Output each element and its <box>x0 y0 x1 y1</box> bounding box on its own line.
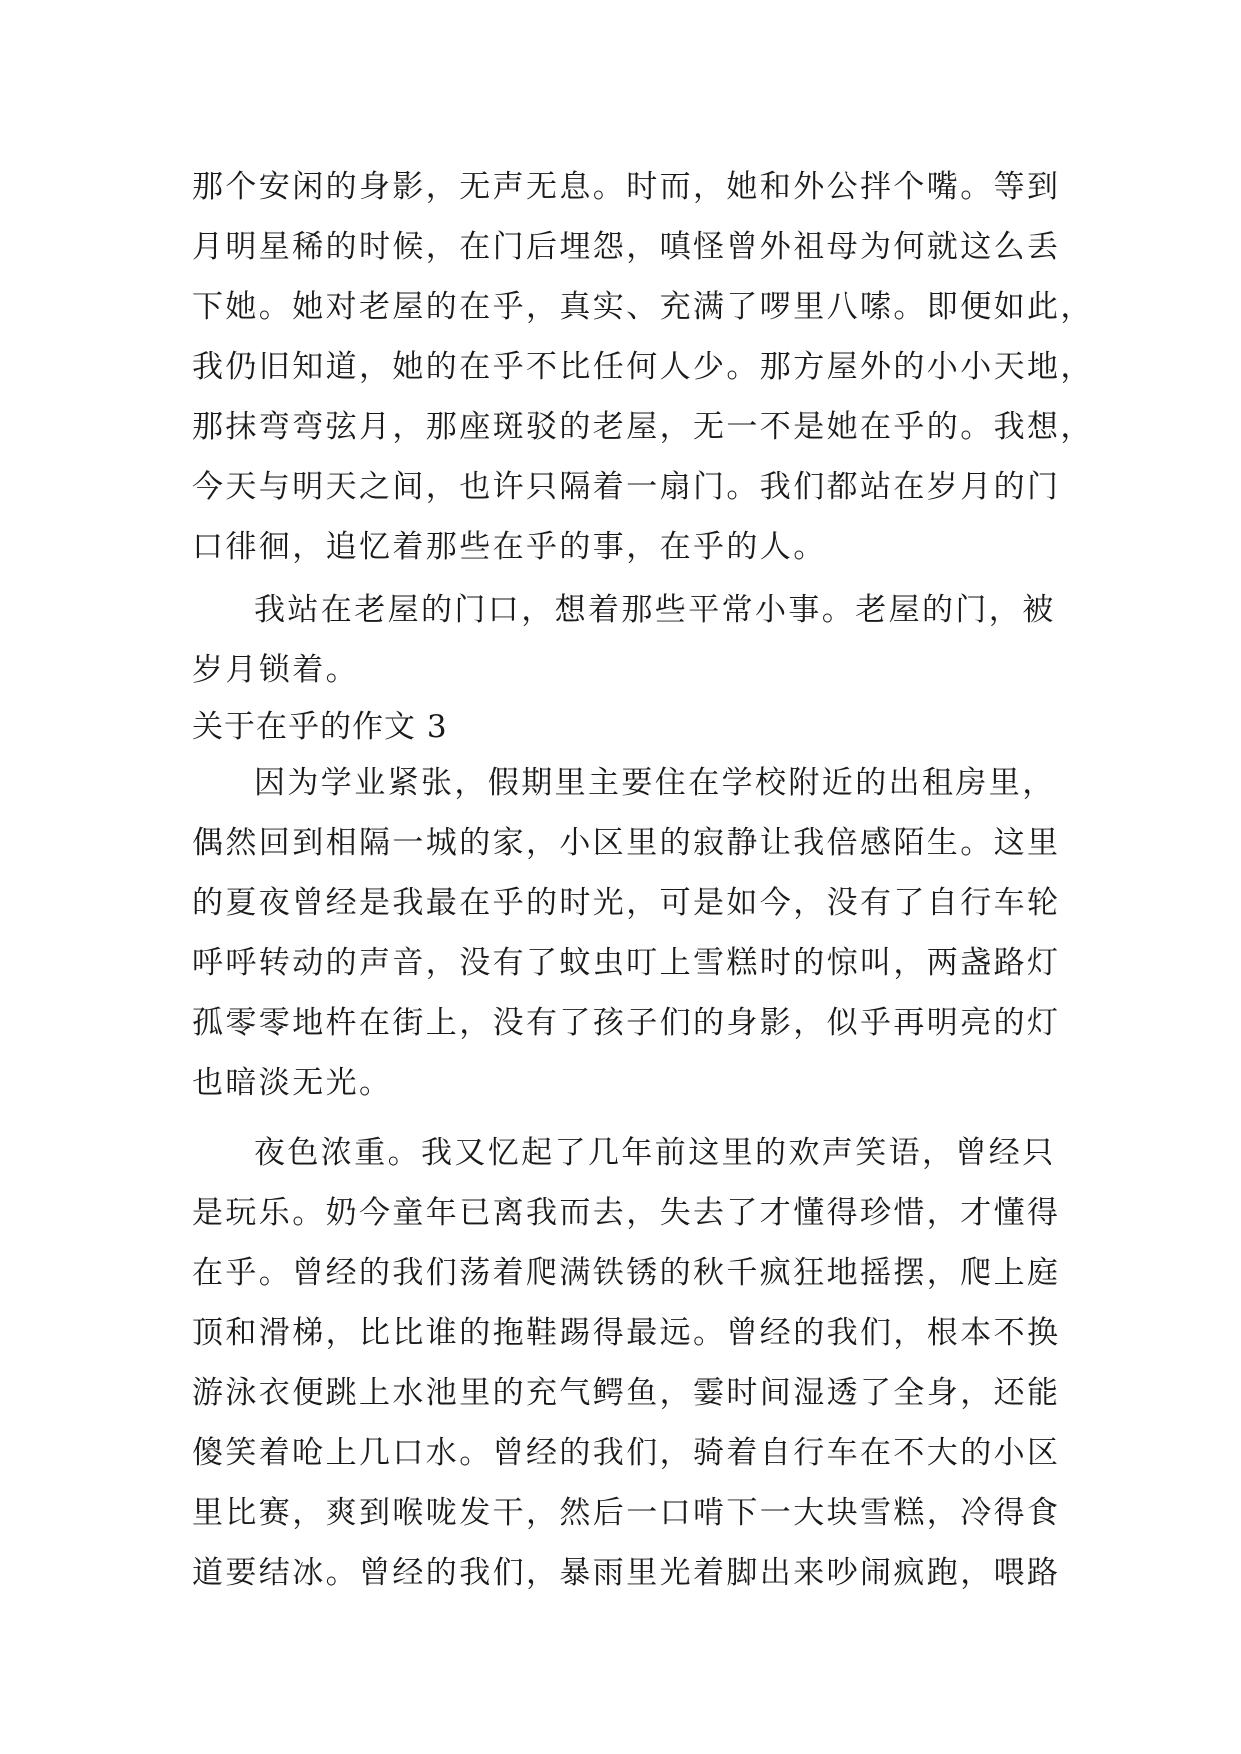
text-line: 那抹弯弯弦月，那座斑驳的老屋，无一不是她在乎的。我想， <box>192 409 1094 445</box>
paragraph-first-line: 夜色浓重。我又忆起了几年前这里的欢声笑语，曾经只 <box>254 1135 1056 1171</box>
text-line: 月明星稀的时候，在门后埋怨，嗔怪曾外祖母为何就这么丢 <box>192 229 1061 265</box>
text-line: 在乎。曾经的我们荡着爬满铁锈的秋千疯狂地摇摆，爬上庭 <box>192 1255 1061 1291</box>
paragraph-first-line: 我站在老屋的门口，想着那些平常小事。老屋的门，被 <box>254 592 1056 628</box>
text-line: 岁月锁着。 <box>192 652 359 688</box>
text-line: 傻笑着呛上几口水。曾经的我们，骑着自行车在不大的小区 <box>192 1435 1061 1471</box>
text-line: 也暗淡无光。 <box>192 1065 393 1101</box>
text-line: 下她。她对老屋的在乎，真实、充满了啰里八嗦。即便如此， <box>192 289 1094 325</box>
text-line: 的夏夜曾经是我最在乎的时光，可是如今，没有了自行车轮 <box>192 885 1061 921</box>
text-line: 道要结冰。曾经的我们，暴雨里光着脚出来吵闹疯跑，喂路 <box>192 1555 1061 1591</box>
text-line: 今天与明天之间，也许只隔着一扇门。我们都站在岁月的门 <box>192 469 1061 505</box>
text-line: 那个安闲的身影，无声无息。时而，她和外公拌个嘴。等到 <box>192 169 1061 205</box>
paragraph-first-line: 因为学业紧张，假期里主要住在学校附近的出租房里， <box>254 765 1056 801</box>
text-line: 我仍旧知道，她的在乎不比任何人少。那方屋外的小小天地， <box>192 349 1094 385</box>
text-line: 是玩乐。奶今童年已离我而去，失去了才懂得珍惜，才懂得 <box>192 1195 1061 1231</box>
text-line: 顶和滑梯，比比谁的拖鞋踢得最远。曾经的我们，根本不换 <box>192 1315 1061 1351</box>
text-line: 里比赛，爽到喉咙发干，然后一口啃下一大块雪糕，冷得食 <box>192 1495 1061 1531</box>
text-line: 呼呼转动的声音，没有了蚊虫叮上雪糕时的惊叫，两盏路灯 <box>192 945 1061 981</box>
text-line: 游泳衣便跳上水池里的充气鳄鱼，霎时间湿透了全身，还能 <box>192 1375 1061 1411</box>
section-heading: 关于在乎的作文 3 <box>192 709 448 745</box>
text-line: 口徘徊，追忆着那些在乎的事，在乎的人。 <box>192 529 827 565</box>
text-line: 偶然回到相隔一城的家，小区里的寂静让我倍感陌生。这里 <box>192 825 1061 861</box>
text-line: 孤零零地杵在街上，没有了孩子们的身影，似乎再明亮的灯 <box>192 1005 1061 1041</box>
